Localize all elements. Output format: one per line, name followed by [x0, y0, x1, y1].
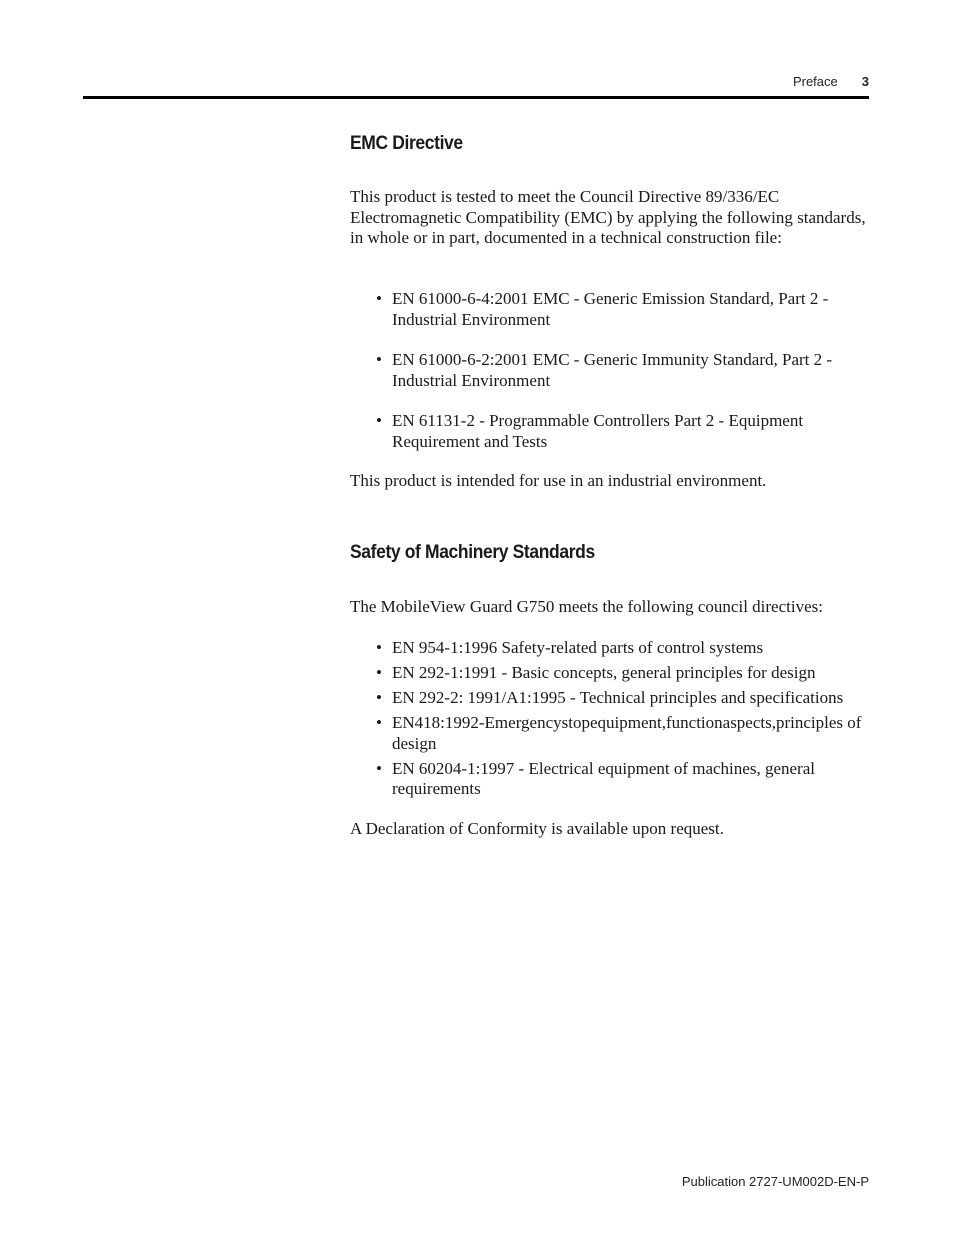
- list-item-text: EN 61000-6-2:2001 EMC - Generic Immunity Standard, Part 2 - Industrial Environment: [392, 350, 833, 390]
- safety-heading: Safety of Machinery Standards: [350, 542, 595, 563]
- list-item: [376, 350, 872, 391]
- bullet-icon: •: [376, 411, 382, 430]
- list-item-text: EN 61131-2 - Programmable Controllers Part 2 - Equipment Requirement and Tests: [392, 411, 804, 451]
- list-item: [376, 411, 872, 452]
- page-header: [793, 74, 869, 89]
- page-number: 3: [861, 74, 869, 89]
- header-section-label: Preface: [792, 74, 838, 89]
- list-item: [376, 759, 872, 800]
- emc-intro-paragraph: This product is tested to meet the Council Directive 89/336/EC Electromagnetic Compatibility (EMC) by applying the following standards, in whole or in part, documented in a technical construction file:: [350, 187, 866, 247]
- list-item-text: EN 292-1:1991 - Basic concepts, general principles for design: [392, 663, 816, 682]
- page-footer: [682, 1174, 869, 1189]
- emc-heading: EMC Directive: [350, 133, 463, 154]
- bullet-icon: •: [376, 688, 382, 707]
- list-item: [376, 688, 872, 709]
- safety-closing-paragraph: A Declaration of Conformity is available upon request.: [350, 819, 724, 838]
- bullet-icon: •: [376, 638, 382, 657]
- list-item-text: EN 292-2: 1991/A1:1995 - Technical principles and specifications: [392, 688, 844, 707]
- emc-closing-paragraph: This product is intended for use in an industrial environment.: [350, 471, 767, 490]
- bullet-icon: •: [376, 713, 382, 732]
- list-item: [376, 663, 872, 684]
- publication-number: Publication 2727-UM002D-EN-P: [681, 1174, 869, 1189]
- list-item-text: EN418:1992-Emergencystopequipment,functionaspects,principles of design: [392, 713, 862, 753]
- bullet-icon: •: [376, 289, 382, 308]
- list-item-text: EN 61000-6-4:2001 EMC - Generic Emission Standard, Part 2 - Industrial Environment: [392, 289, 829, 329]
- list-item-text: EN 60204-1:1997 - Electrical equipment of machines, general requirements: [392, 758, 815, 798]
- header-rule: [83, 96, 869, 99]
- list-item: [376, 713, 872, 754]
- safety-standards-list: [376, 638, 872, 800]
- bullet-icon: •: [376, 350, 382, 369]
- list-item: [376, 289, 872, 330]
- list-item-text: EN 954-1:1996 Safety-related parts of control systems: [392, 638, 764, 657]
- bullet-icon: •: [376, 663, 382, 682]
- emc-standards-list: [376, 289, 872, 452]
- bullet-icon: •: [376, 758, 382, 778]
- list-item: [376, 638, 872, 659]
- safety-intro-paragraph: The MobileView Guard G750 meets the following council directives:: [350, 597, 823, 616]
